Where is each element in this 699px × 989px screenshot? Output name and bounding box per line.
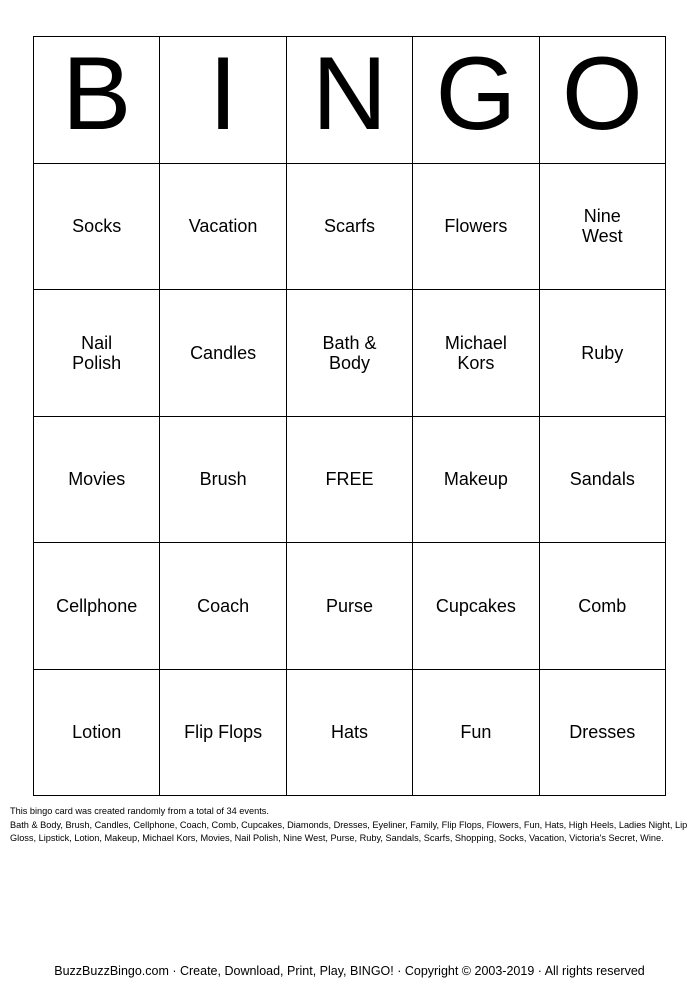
bingo-cell-text: Flip Flops <box>184 722 263 743</box>
bingo-cell <box>160 670 286 797</box>
card-info <box>10 805 692 846</box>
bingo-cell <box>287 543 413 670</box>
bingo-cell <box>34 543 160 670</box>
bingo-cell <box>34 290 160 417</box>
bingo-cell-text: Nine West <box>581 206 623 247</box>
bingo-cell <box>540 290 666 417</box>
bingo-cell-text: Fun <box>460 722 492 743</box>
header-letter-b <box>34 37 160 164</box>
page-footer: BuzzBuzzBingo.com · Create, Download, Print, Play, BINGO! · Copyright © 2003-2019 · All rights reserved <box>54 964 645 978</box>
bingo-cell <box>540 670 666 797</box>
free-space-cell <box>287 417 413 544</box>
bingo-cell-text: Brush <box>199 469 247 490</box>
header-letter-text: G <box>435 35 517 152</box>
bingo-cell-text: Ruby <box>581 342 624 363</box>
bingo-cell-text: Bath & Body <box>322 332 377 373</box>
bingo-cell <box>160 543 286 670</box>
bingo-cell-text: Scarfs <box>323 216 375 237</box>
bingo-cell <box>540 164 666 291</box>
bingo-cell-text: Movies <box>68 469 126 490</box>
bingo-cell-text: Sandals <box>569 469 635 490</box>
bingo-cell-text: Cupcakes <box>435 595 516 616</box>
header-letter-text: N <box>311 35 388 152</box>
bingo-cell <box>540 417 666 544</box>
bingo-cell <box>413 670 539 797</box>
bingo-cell-text: Vacation <box>188 216 258 237</box>
bingo-cell <box>160 417 286 544</box>
card-summary: This bingo card was created randomly from a total of 34 events. <box>10 806 269 816</box>
bingo-cell-text: Comb <box>578 595 627 616</box>
bingo-cell-text: Cellphone <box>56 595 138 616</box>
bingo-cell-text: Nail Polish <box>72 332 122 373</box>
bingo-cell-text: Hats <box>330 722 368 743</box>
events-list: Bath & Body, Brush, Candles, Cellphone, Coach, Comb, Cupcakes, Diamonds, Dresses, Eyeliner, Family, Flip Flops, Flowers, Fun, Hats, High Heels, Ladies Night, Lip Gloss, Lipstick, Lotion, Makeup, Michael Kors, Movies, Nail Polish, Nine West, Purse, Ruby, Sandals, Scarfs, Shopping, Socks, Vacation, Victoria's Secret, Wine. <box>10 819 688 843</box>
bingo-cell-text: Candles <box>190 342 257 363</box>
bingo-cell-text: Dresses <box>569 722 636 743</box>
bingo-cell-text: Socks <box>72 216 122 237</box>
header-letter-i <box>160 37 286 164</box>
bingo-cell <box>34 417 160 544</box>
bingo-cell <box>287 670 413 797</box>
bingo-cell <box>287 290 413 417</box>
bingo-cell <box>413 164 539 291</box>
header-letter-g <box>413 37 539 164</box>
header-letter-o <box>540 37 666 164</box>
bingo-cell <box>34 164 160 291</box>
header-letter-text: B <box>62 35 132 152</box>
bingo-cell <box>413 290 539 417</box>
bingo-cell-text: Makeup <box>443 469 508 490</box>
bingo-cell <box>34 670 160 797</box>
header-letter-text: O <box>561 35 643 152</box>
bingo-cell-text: Lotion <box>72 722 122 743</box>
bingo-cell <box>287 164 413 291</box>
bingo-card <box>33 36 666 796</box>
bingo-cell-text: FREE <box>325 469 374 490</box>
bingo-cell <box>160 290 286 417</box>
bingo-cell <box>413 417 539 544</box>
header-letter-n <box>287 37 413 164</box>
bingo-cell <box>540 543 666 670</box>
bingo-cell-text: Purse <box>325 595 373 616</box>
bingo-cell <box>413 543 539 670</box>
header-letter-text: I <box>208 35 238 152</box>
bingo-cell-text: Coach <box>197 595 250 616</box>
bingo-cell <box>160 164 286 291</box>
bingo-cell-text: Michael Kors <box>444 332 507 373</box>
bingo-cell-text: Flowers <box>444 216 508 237</box>
